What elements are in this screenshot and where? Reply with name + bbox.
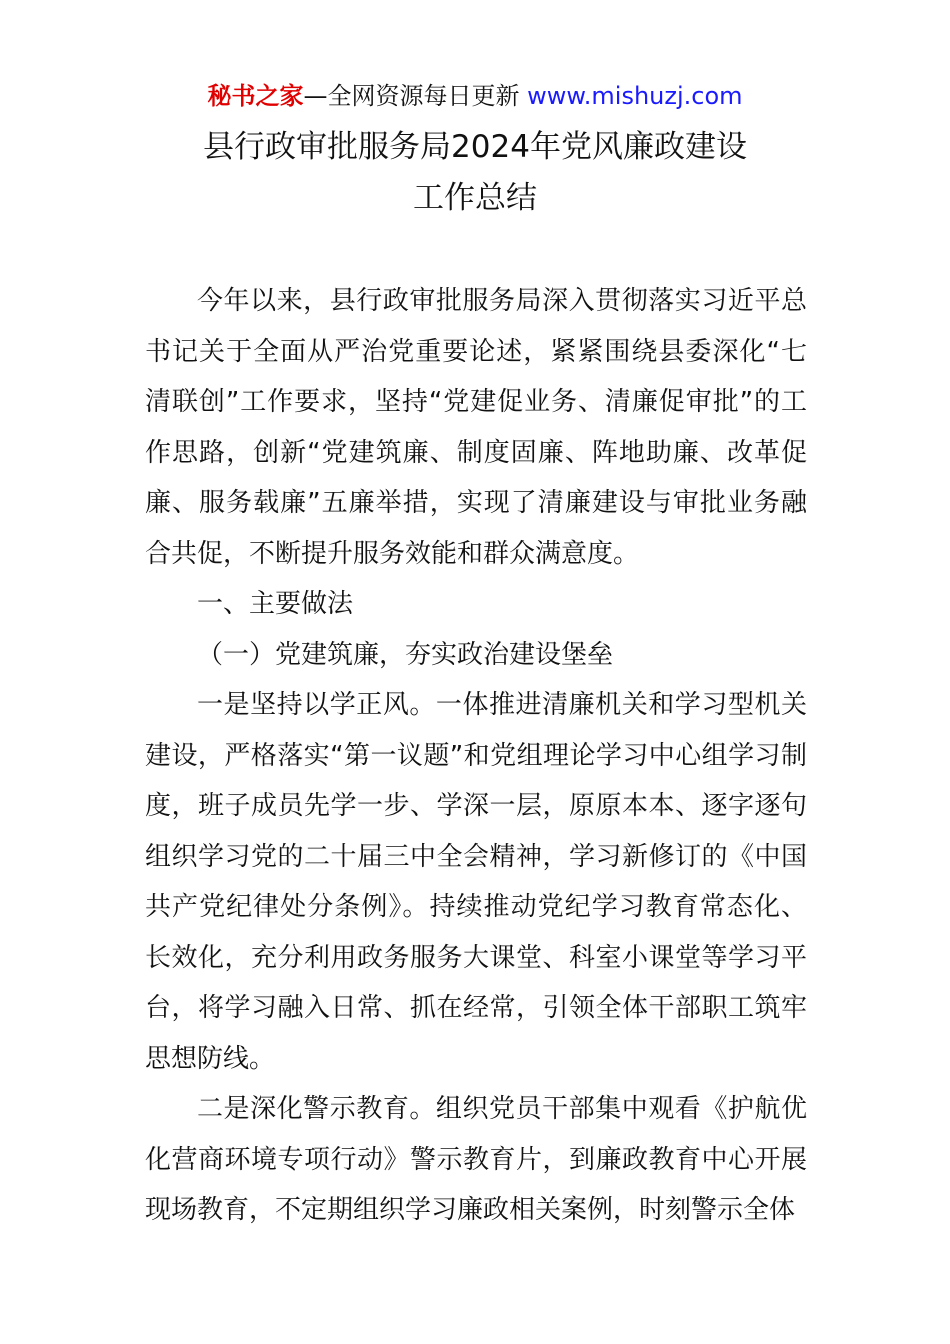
intro-paragraph: 今年以来，县行政审批服务局深入贯彻落实习近平总书记关于全面从严治党重要论述，紧紧围绕县委深化“七清联创”工作要求，坚持“党建促业务、清廉促审批”的工作思路，创新“党建筑廉、制度固廉、阵地助廉、改革促廉、服务载廉”五廉举措，实现了清廉建设与审批业务融合共促，不断提升服务效能和群众满意度。 — [145, 286, 807, 569]
banner-tagline: —全网资源每日更新 — [303, 82, 528, 110]
document-body — [145, 276, 807, 1236]
banner-brand: 秘书之家 — [207, 82, 304, 110]
body-paragraph: 一是坚持以学正风。一体推进清廉机关和学习型机关建设，严格落实“第一议题”和党组理论学习中心组学习制度，班子成员先学一步、学深一层，原原本本、逐字逐句组织学习党的二十届三中全会精神，学习新修订的《中国共产党纪律处分条例》。持续推动党纪学习教育常态化、长效化，充分利用政务服务大课堂、科室小课堂等学习平台，将学习融入日常、抓在经常，引领全体干部职工筑牢思想防线。 — [145, 690, 807, 1074]
section-heading: 一、主要做法 — [197, 589, 354, 619]
watermark-banner — [0, 80, 950, 112]
subsection-heading: （一）党建筑廉，夯实政治建设堡垒 — [197, 639, 614, 670]
document-title-line-2: 工作总结 — [413, 180, 537, 216]
banner-site-url[interactable]: www.mishuzj.com — [527, 82, 743, 110]
document-title-line-1: 县行政审批服务局2024年党风廉政建设 — [203, 129, 747, 165]
body-paragraph: 二是深化警示教育。组织党员干部集中观看《护航优化营商环境专项行动》警示教育片，到廉政教育中心开展现场教育，不定期组织学习廉政相关案例，时刻警示全体 — [145, 1094, 807, 1225]
